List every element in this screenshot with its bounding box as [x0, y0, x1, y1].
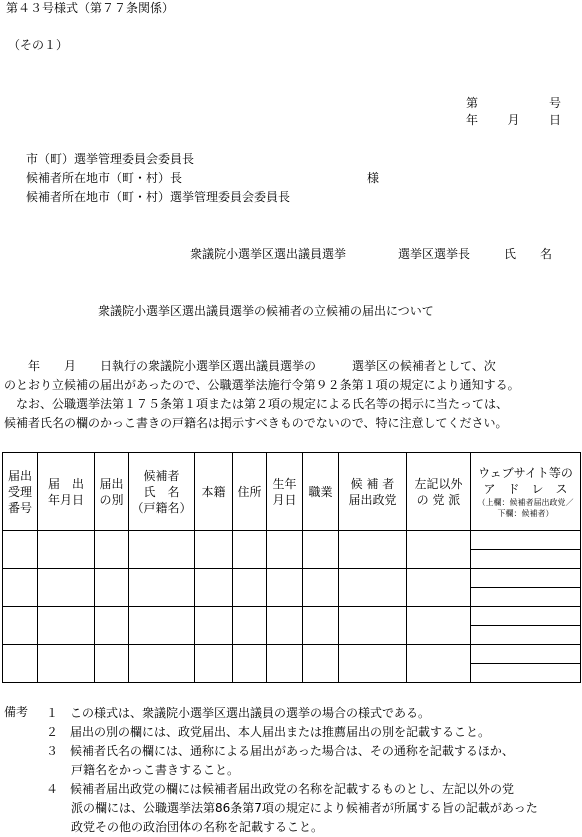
cell-address[interactable] — [233, 607, 267, 645]
col-address: 住所 — [233, 453, 267, 531]
table-row — [3, 607, 581, 626]
table-row — [3, 531, 581, 550]
cell-other-party[interactable] — [407, 531, 471, 569]
note-item-continued: 派の欄には、公職選挙法第86条第7項の規定により候補者が所属する旨の記載があった — [71, 801, 538, 815]
cell-name[interactable] — [129, 645, 195, 683]
note-item: １ この様式は、衆議院小選挙区選出議員の選挙の場合の様式である。 — [46, 706, 431, 720]
col-other-party: 左記以外 の 党 派 — [407, 453, 471, 531]
cell-web-party[interactable] — [471, 569, 581, 588]
col-web: ウェブサイト等の ア ド レ ス （上欄：候補者届出政党／ 下欄：候補者） — [471, 453, 581, 531]
addressee-line2: 候補者所在地市（町・村）長 — [26, 171, 183, 185]
body-line: のとおり立候補の届出があったので、公職選挙法施行令第９２条第１項の規定により通知する。 — [4, 378, 520, 392]
cell-name[interactable] — [129, 607, 195, 645]
cell-receipt-no[interactable] — [3, 645, 38, 683]
cell-party[interactable] — [339, 645, 407, 683]
cell-date[interactable] — [38, 531, 95, 569]
cell-job[interactable] — [303, 645, 339, 683]
sender-name: 氏 名 — [504, 247, 553, 261]
cell-web-candidate[interactable] — [471, 664, 581, 683]
cell-other-party[interactable] — [407, 645, 471, 683]
cell-web-candidate[interactable] — [471, 626, 581, 645]
col-name: 候補者 氏 名 （戸籍名） — [129, 453, 195, 531]
col-date: 届 出 年月日 — [38, 453, 95, 531]
cell-honseki[interactable] — [195, 531, 233, 569]
addressee-line3: 候補者所在地市（町・村）選挙管理委員会委員長 — [26, 190, 291, 204]
note-item: ２ 届出の別の欄には、政党届出、本人届出または推薦届出の別を記載すること。 — [46, 725, 491, 739]
doc-number-dai: 第 — [466, 96, 479, 110]
cell-web-candidate[interactable] — [471, 588, 581, 607]
notes-label: 備考 — [4, 705, 29, 719]
cell-web-party[interactable] — [471, 531, 581, 550]
table-row — [3, 569, 581, 588]
form-part: （その１） — [8, 38, 69, 52]
cell-type[interactable] — [95, 569, 129, 607]
cell-party[interactable] — [339, 531, 407, 569]
cell-type[interactable] — [95, 531, 129, 569]
cell-type[interactable] — [95, 645, 129, 683]
addressee-line1: 市（町）選挙管理委員会委員長 — [26, 152, 195, 166]
col-honseki: 本籍 — [195, 453, 233, 531]
candidate-table — [2, 452, 581, 683]
cell-job[interactable] — [303, 569, 339, 607]
cell-type[interactable] — [95, 607, 129, 645]
note-item: ４ 候補者届出政党の欄には候補者届出政党の名称を記載するものとし、左記以外の党 — [46, 782, 515, 796]
sender-election: 衆議院小選挙区選出議員選挙 — [190, 247, 347, 261]
notes-list — [46, 704, 538, 837]
date-day: 日 — [548, 113, 561, 127]
col-birth: 生年 月日 — [267, 453, 303, 531]
date-year: 年 — [466, 113, 479, 127]
col-receipt-no: 届出 受理 番号 — [3, 453, 38, 531]
body-line: 年 月 日執行の衆議院小選挙区選出議員選挙の 選挙区の候補者として、次 — [4, 359, 496, 373]
cell-birth[interactable] — [267, 645, 303, 683]
cell-other-party[interactable] — [407, 569, 471, 607]
doc-number-go: 号 — [549, 96, 562, 110]
note-item-continued: 戸籍名をかっこ書きすること。 — [71, 763, 240, 777]
cell-party[interactable] — [339, 569, 407, 607]
cell-date[interactable] — [38, 645, 95, 683]
cell-receipt-no[interactable] — [3, 569, 38, 607]
cell-date[interactable] — [38, 607, 95, 645]
cell-web-party[interactable] — [471, 607, 581, 626]
note-item-continued: 政党その他の政治団体の名称を記載すること。 — [71, 820, 324, 834]
cell-birth[interactable] — [267, 569, 303, 607]
note-item: ３ 候補者氏名の欄には、通称による届出があった場合は、その通称を記載するほか、 — [46, 744, 514, 758]
col-job: 職業 — [303, 453, 339, 531]
cell-other-party[interactable] — [407, 607, 471, 645]
cell-web-candidate[interactable] — [471, 550, 581, 569]
cell-honseki[interactable] — [195, 569, 233, 607]
cell-party[interactable] — [339, 607, 407, 645]
form-number: 第４３号様式（第７７条関係） — [6, 1, 175, 15]
cell-name[interactable] — [129, 531, 195, 569]
cell-honseki[interactable] — [195, 607, 233, 645]
table-header-row — [3, 453, 581, 531]
cell-job[interactable] — [303, 607, 339, 645]
addressee-sama: 様 — [367, 171, 380, 185]
col-party: 候 補 者 届出政党 — [339, 453, 407, 531]
cell-web-party[interactable] — [471, 645, 581, 664]
cell-honseki[interactable] — [195, 645, 233, 683]
cell-date[interactable] — [38, 569, 95, 607]
sender-title: 選挙区選挙長 — [398, 247, 471, 261]
cell-birth[interactable] — [267, 531, 303, 569]
subject: 衆議院小選挙区選出議員選挙の候補者の立候補の届出について — [98, 304, 434, 318]
body-line: なお、公職選挙法第１７５条第１項または第２項の規定による氏名等の掲示に当たっては、 — [4, 397, 509, 411]
cell-receipt-no[interactable] — [3, 531, 38, 569]
date-month: 月 — [507, 113, 520, 127]
doc-date — [466, 112, 561, 128]
cell-job[interactable] — [303, 531, 339, 569]
col-web-note: （上欄：候補者届出政党／ 下欄：候補者） — [477, 497, 574, 518]
table-row — [3, 645, 581, 664]
body-text — [4, 357, 520, 433]
cell-birth[interactable] — [267, 607, 303, 645]
body-line: 候補者氏名の欄のかっこ書きの戸籍名は掲示すべきものでないので、特に注意してください。 — [4, 416, 508, 430]
cell-receipt-no[interactable] — [3, 607, 38, 645]
cell-address[interactable] — [233, 645, 267, 683]
cell-address[interactable] — [233, 531, 267, 569]
cell-name[interactable] — [129, 569, 195, 607]
col-type: 届出 の別 — [95, 453, 129, 531]
cell-address[interactable] — [233, 569, 267, 607]
